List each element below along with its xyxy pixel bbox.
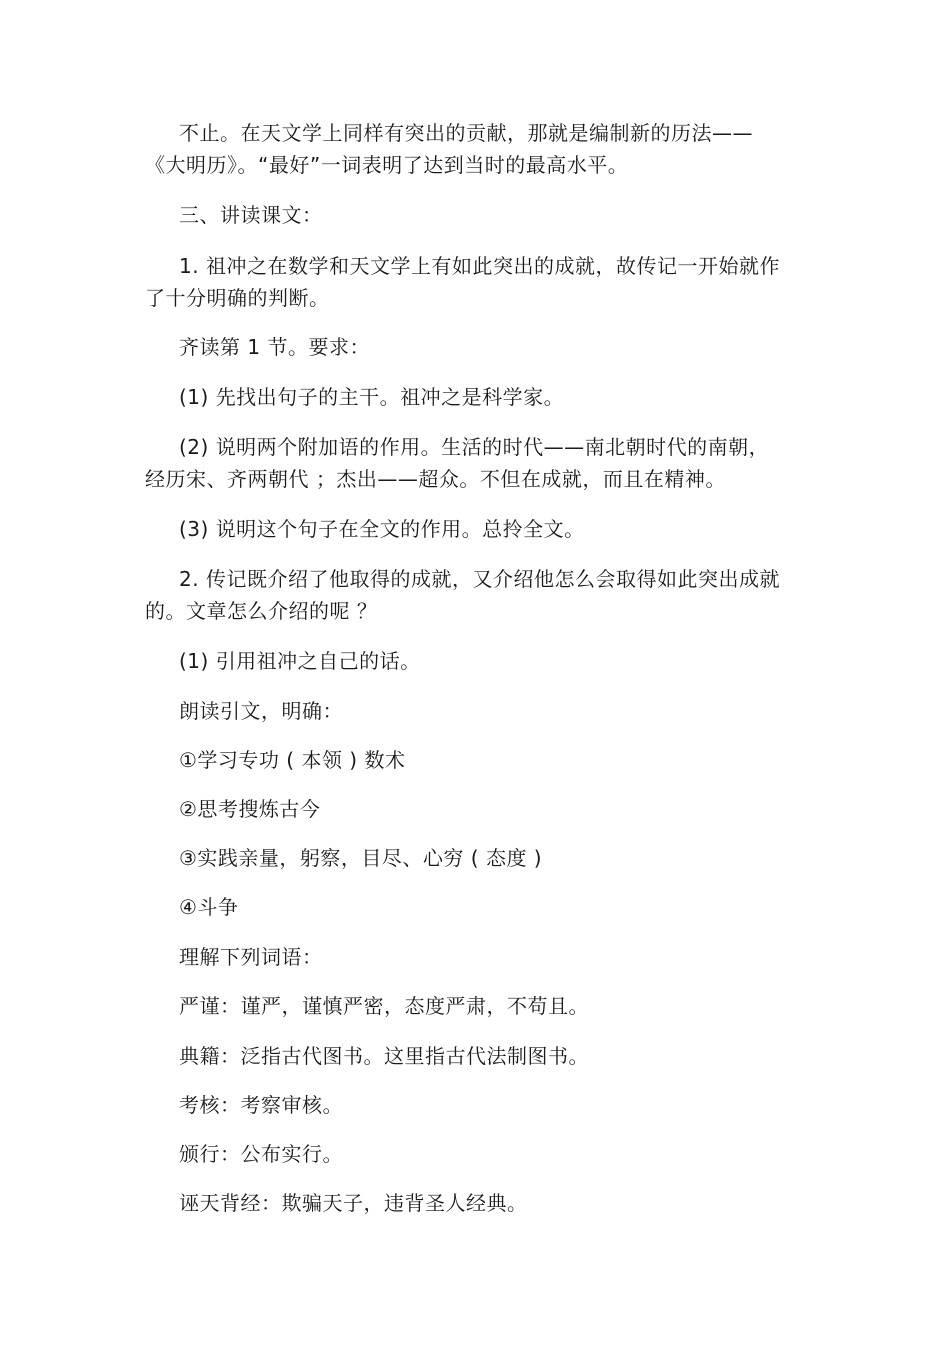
list-item-think: ②思考搜炼古今 xyxy=(179,797,321,821)
list-item-practice: ③实践亲量，躬察，目尽、心穷 ( 态度 ) xyxy=(179,846,543,870)
vocabulary-item-kaohe: 考核：考察审核。 xyxy=(179,1093,343,1117)
paragraph-vocabulary-heading: 理解下列词语： xyxy=(179,945,323,969)
paragraph-point-2: 2. 传记既介绍了他取得的成就，又介绍他怎么会取得如此突出成就的。文章怎么介绍的呢 ？ xyxy=(145,567,780,623)
paragraph-requirement-1: (1) 先找出句子的主干。祖冲之是科学家。 xyxy=(179,385,565,409)
paragraph-read-quote: 朗读引文，明确： xyxy=(179,699,343,723)
paragraph-quote-own-words: (1) 引用祖冲之自己的话。 xyxy=(179,649,421,673)
paragraph-read-section-1: 齐读第 1 节。要求： xyxy=(179,335,370,359)
paragraph-daming-calendar: 不止。在天文学上同样有突出的贡献，那就是编制新的历法——《大明历》。“最好”一词表明了达到当时的最高水平。 xyxy=(145,121,753,177)
vocabulary-item-yanjin: 严谨：谨严，谨慎严密，态度严肃，不苟且。 xyxy=(179,994,589,1018)
paragraph-requirement-2: (2) 说明两个附加语的作用。生活的时代——南北朝时代的南朝，经历宋、齐两朝代 ；杰出——超众。不但在成就，而且在精神。 xyxy=(145,435,770,491)
list-item-struggle: ④斗争 xyxy=(179,895,239,919)
section-heading-lecture: 三、讲读课文： xyxy=(179,203,323,227)
vocabulary-item-wutianbeijing: 诬天背经：欺骗天子，违背圣人经典。 xyxy=(179,1191,528,1215)
paragraph-point-1: 1. 祖冲之在数学和天文学上有如此突出的成就，故传记一开始就作了十分明确的判断。 xyxy=(145,254,780,310)
paragraph-requirement-3: (3) 说明这个句子在全文的作用。总拎全文。 xyxy=(179,517,585,541)
vocabulary-item-banxing: 颁行：公布实行。 xyxy=(179,1142,343,1166)
list-item-study: ①学习专功 ( 本领 ) 数术 xyxy=(179,748,406,772)
vocabulary-item-dianji: 典籍：泛指古代图书。这里指古代法制图书。 xyxy=(179,1044,589,1068)
